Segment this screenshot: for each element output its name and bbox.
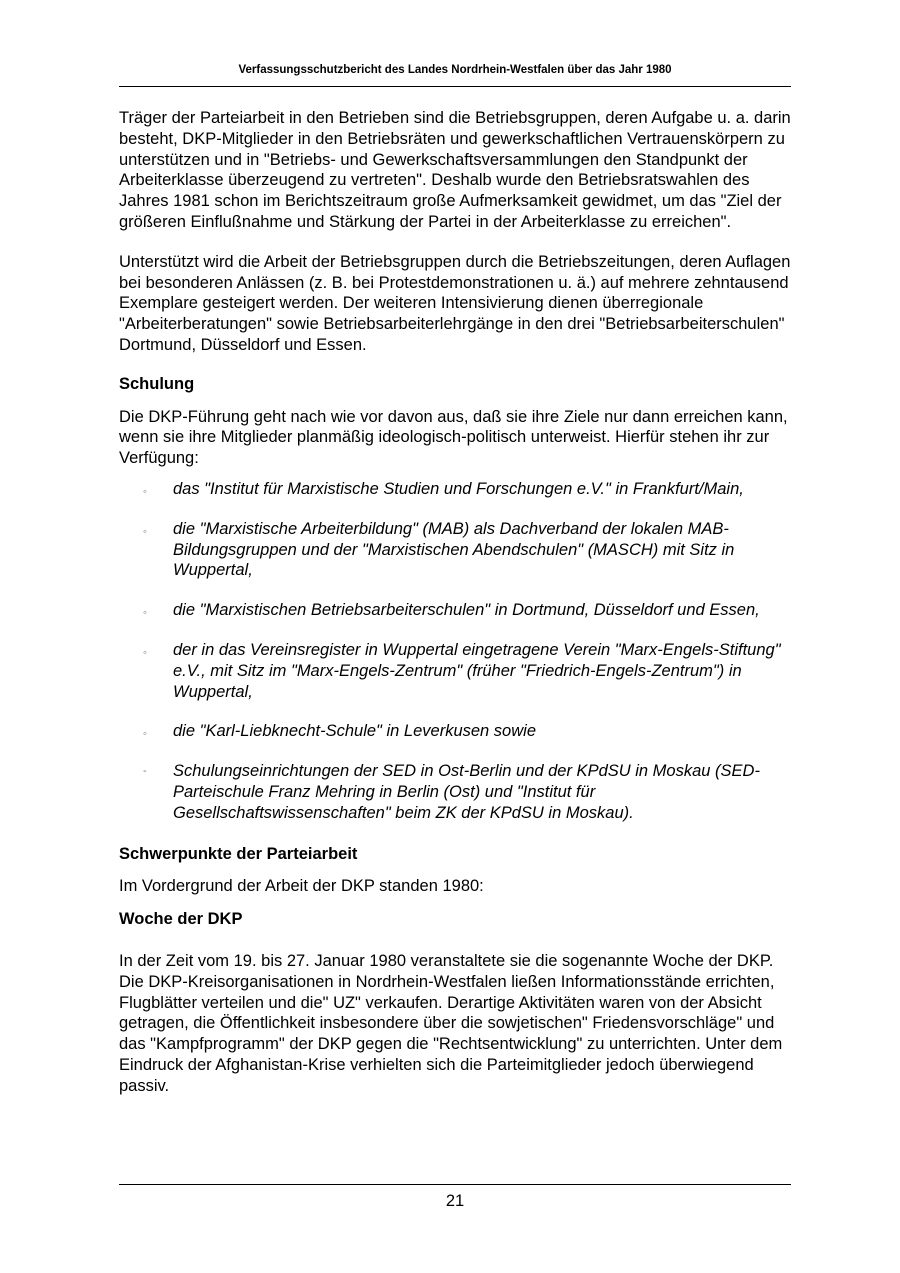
bullet-icon: ◦ (143, 607, 147, 620)
list-item-text: Schulungseinrichtungen der SED in Ost-Berlin und der KPdSU in Moskau (SED-Parteischule Franz Mehring in Berlin (Ost) und "Institut für Gesellschaftswissenschaften" beim ZK der KPdSU in Moskau). (173, 762, 760, 822)
bullet-icon: ◦ (143, 728, 147, 741)
list-item (119, 479, 791, 500)
list-item (119, 761, 791, 823)
list-item-text: die "Marxistischen Betriebsarbeiterschulen" in Dortmund, Düsseldorf und Essen, (173, 601, 760, 620)
paragraph-betriebszeitungen: Unterstützt wird die Arbeit der Betriebsgruppen durch die Betriebszeitungen, deren Auflagen bei besonderen Anlässen (z. B. bei Protestdemonstrationen u. ä.) auf mehrere zehntausend Exemplare gesteigert werden. Der weiteren Intensivierung dienen überregionale "Arbeiterberatungen" sowie Betriebsarbeiterlehrgänge in den drei "Betriebsarbeiterschulen" Dortmund, Düsseldorf und Essen. (119, 252, 791, 354)
heading-schwerpunkte: Schwerpunkte der Parteiarbeit (119, 844, 358, 863)
list-item-text: der in das Vereinsregister in Wuppertal eingetragene Verein "Marx-Engels-Stiftung" e.V., mit Sitz im "Marx-Engels-Zentrum" (früher "Friedrich-Engels-Zentrum") in Wuppertal, (173, 640, 781, 701)
footer-divider (119, 1184, 791, 1185)
paragraph-schulung: Die DKP-Führung geht nach wie vor davon aus, daß sie ihre Ziele nur dann erreichen kann, wenn sie ihre Mitglieder planmäßig ideologisch-politisch unterweist. Hierfür stehen ihr zur Verfügung: (119, 407, 788, 468)
dash-icon: - (143, 765, 147, 778)
paragraph-woche: In der Zeit vom 19. bis 27. Januar 1980 veranstaltete sie die sogenannte Woche der DKP. Die DKP-Kreisorganisationen in Nordrhein-Westfalen ließen Informationsstände errichten, Flugblätter verteilen und die" UZ" verkaufen. Derartige Aktivitäten waren von der Absicht getragen, die Öffentlichkeit insbesondere über die sowjetischen" Friedensvorschläge" und das "Kampfprogramm" der DKP gegen die "Rechtsentwicklung" zu unterrichten. Unter dem Eindruck der Afghanistan-Krise verhielten sich die Parteimitglieder jedoch überwiegend passiv. (119, 951, 783, 1095)
list-item-text: die "Karl-Liebknecht-Schule" in Leverkusen sowie (173, 722, 536, 741)
bullet-icon: ◦ (143, 525, 147, 538)
list-item-text: die "Marxistische Arbeiterbildung" (MAB) als Dachverband der lokalen MAB-Bildungsgruppen und der "Marxistischen Abendschulen" (MASCH) mit Sitz in Wuppertal, (173, 519, 735, 580)
list-item (119, 600, 791, 621)
header-divider (119, 86, 791, 87)
heading-woche-der-dkp: Woche der DKP (119, 910, 243, 929)
page-number: 21 (445, 1192, 465, 1210)
list-item-text: das "Institut für Marxistische Studien und Forschungen e.V." in Frankfurt/Main, (173, 479, 744, 498)
list-item (119, 721, 791, 742)
bullet-icon: ◦ (143, 485, 147, 498)
institutions-list (119, 479, 791, 824)
page-body (119, 108, 791, 1096)
list-item (119, 519, 791, 581)
bullet-icon: ◦ (143, 646, 147, 659)
running-header: Verfassungsschutzbericht des Landes Nordrhein-Westfalen über das Jahr 1980 (238, 64, 672, 76)
list-item (119, 640, 791, 702)
paragraph-betriebsgruppen: Träger der Parteiarbeit in den Betrieben sind die Betriebsgruppen, deren Aufgabe u. a. darin besteht, DKP-Mitglieder in den Betriebsräten und gewerkschaftlichen Vertrauenskörpern zu unterstützen und in "Betriebs- und Gewerkschaftsversammlungen den Standpunkt der Arbeiterklasse überzeugend zu vertreten". Deshalb wurde den Betriebsratswahlen des Jahres 1981 schon im Berichtszeitraum große Aufmerksamkeit gewidmet, um das "Ziel der größeren Einflußnahme und Stärkung der Partei in der Arbeiterklasse zu erreichen". (119, 109, 791, 231)
paragraph-vordergrund: Im Vordergrund der Arbeit der DKP standen 1980: (119, 877, 484, 896)
heading-schulung: Schulung (119, 374, 195, 393)
